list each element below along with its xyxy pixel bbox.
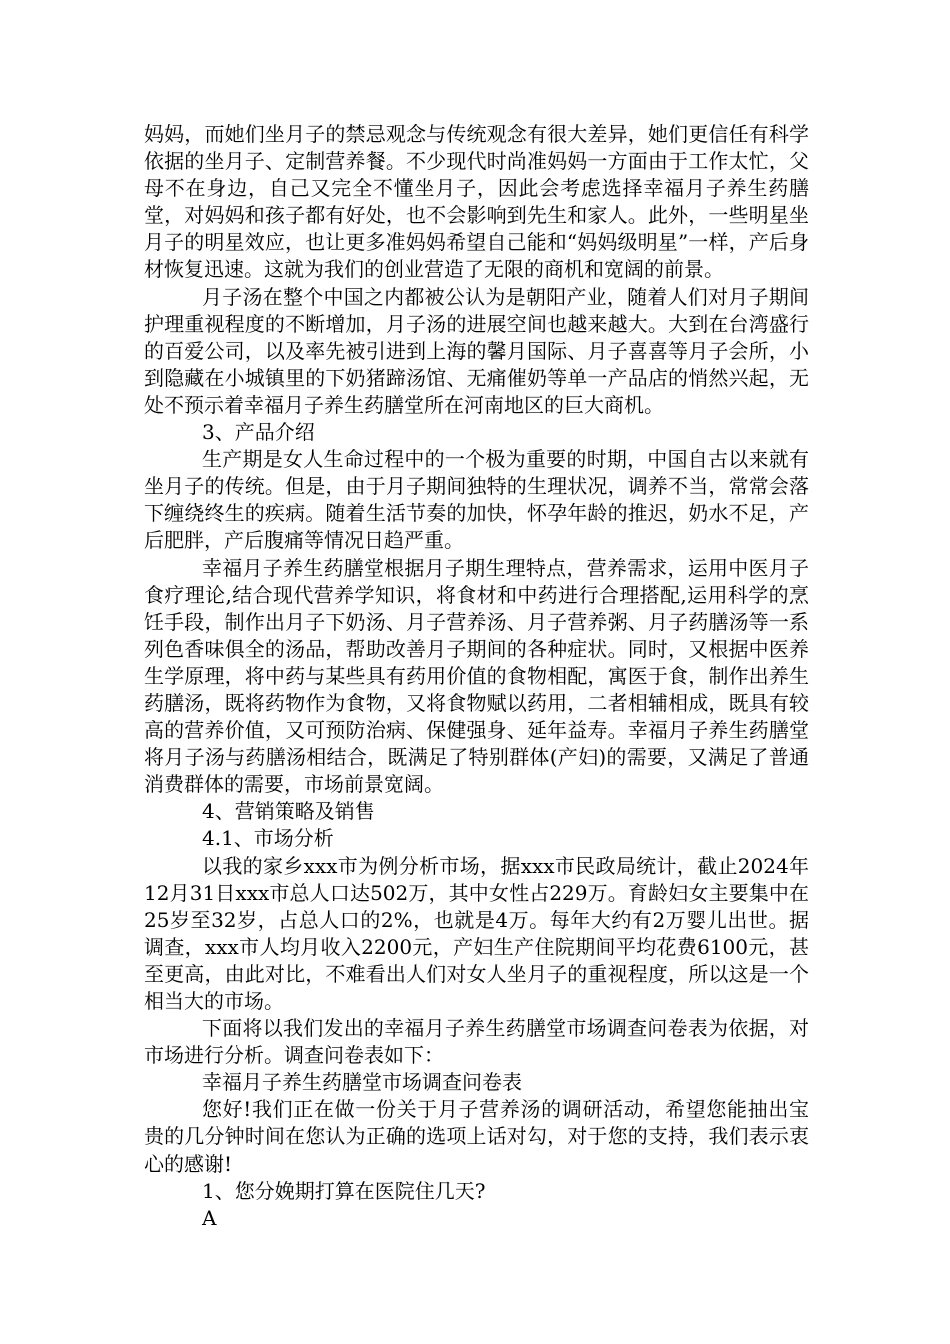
paragraph-survey-intro: 下面将以我们发出的幸福月子养生药膳堂市场调查问卷表为依据，对市场进行分析。调查问卷表如下： (144, 1016, 809, 1068)
survey-question-1: 1、您分娩期打算在医院住几天? (202, 1178, 486, 1203)
subsection-heading-market-analysis: 4.1、市场分析 (202, 826, 334, 851)
section-heading-marketing: 4、营销策略及销售 (202, 799, 375, 824)
paragraph-product-description: 幸福月子养生药膳堂根据月子期生理特点，营养需求，运用中医月子食疗理论,结合现代营养学知识，将食材和中药进行合理搭配,运用科学的烹饪手段，制作出月子下奶汤、月子营养汤、月子营养粥、月子药膳汤等一系列色香味俱全的汤品，帮助改善月子期间的各种症状。同时，又根据中医养生学原理，将中药与某些具有药用价值的食物相配，寓医于食，制作出养生药膳汤，既将药物作为食物，又将食物赋以药用，二者相辅相成，既具有较高的营养价值，又可预防治病、保健强身、延年益寿。幸福月子养生药膳堂将月子汤与药膳汤相结合，既满足了特别群体(产妇)的需要，又满足了普通消费群体的需要，市场前景宽阔。 (144, 555, 809, 797)
survey-title: 幸福月子养生药膳堂市场调查问卷表 (202, 1070, 522, 1095)
document-body (144, 121, 809, 1232)
section-heading-product: 3、产品介绍 (202, 420, 315, 445)
paragraph-market-intro: 妈妈，而她们坐月子的禁忌观念与传统观念有很大差异，她们更信任有科学依据的坐月子、定制营养餐。不少现代时尚准妈妈一方面由于工作太忙，父母不在身边，自己又完全不懂坐月子，因此会考虑选择幸福月子养生药膳堂，对妈妈和孩子都有好处，也不会影响到先生和家人。此外，一些明星坐月子的明星效应，也让更多准妈妈希望自己能和“妈妈级明星”一样，产后身材恢复迅速。这就为我们的创业营造了无限的商机和宽阔的前景。 (144, 122, 809, 282)
paragraph-industry-outlook: 月子汤在整个中国之内都被公认为是朝阳产业，随着人们对月子期间护理重视程度的不断增加，月子汤的进展空间也越来越大。大到在台湾盛行的百爱公司，以及率先被引进到上海的馨月国际、月子喜喜等月子会所，小到隐藏在小城镇里的下奶猪蹄汤馆、无痛催奶等单一产品店的悄然兴起，无处不预示着幸福月子养生药膳堂所在河南地区的巨大商机。 (144, 284, 809, 417)
survey-option-a: A (202, 1205, 217, 1230)
paragraph-postpartum-period: 生产期是女人生命过程中的一个极为重要的时期，中国自古以来就有坐月子的传统。但是，由于月子期间独特的生理状况，调养不当，常常会落下缠绕终生的疾病。随着生活节奏的加快，怀孕年龄的推迟，奶水不足，产后肥胖，产后腹痛等情况日趋严重。 (144, 447, 809, 553)
survey-greeting: 您好!我们正在做一份关于月子营养汤的调研活动，希望您能抽出宝贵的几分钟时间在您认为正确的选项上话对勾，对于您的支持，我们表示衷心的感谢! (144, 1097, 809, 1176)
paragraph-market-statistics: 以我的家乡xxx市为例分析市场，据xxx市民政局统计，截止2024年12月31日xxx市总人口达502万，其中女性占229万。育龄妇女主要集中在25岁至32岁，占总人口的2%，也就是4万。每年大约有2万婴儿出世。据调查，xxx市人均月收入2200元，产妇生产住院期间平均花费6100元，甚至更高，由此对比，不难看出人们对女人坐月子的重视程度，所以这是一个相当大的市场。 (144, 853, 809, 1013)
